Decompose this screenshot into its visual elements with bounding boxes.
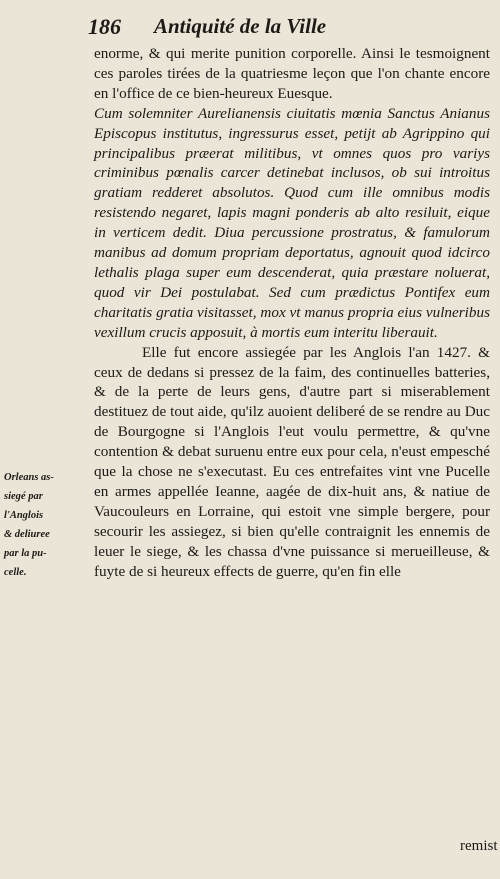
french-opening: enorme, & qui merite punition corporelle. Ainsi le tesmoignent ces paroles tirées de la quatriesme leçon que l'on chante encore en l'office de ce bien-heureux Euesque. [94, 45, 490, 102]
margin-note [4, 468, 94, 582]
margin-note-line: siegé par [4, 491, 43, 502]
page-number: 186 [88, 14, 121, 39]
latin-quotation: Cum solemniter Aurelianensis ciuitatis mœnia Sanctus Anianus Episcopus institutus, ingressurus esset, petijt ab Agrippino qui principalibus præerat militibus, vt omnes quos pro variys criminibus pœnalis carcer detinebat inclusos, ob sui introitus gratiam redderet absolutos. Quod cum ille omnibus modis resistendo negaret, lapis magni ponderis ab alto resiluit, eique in verticem dedit. Diua percussione prostratus, & famulorum manibus ad domum propriam deportatus, agnouit quod idcirco lethalis plaga super eum descenderat, quia præstare noluerat, quod vir Dei postulabat. Sed cum prædictus Pontifex eum charitatis gratia visitasset, mox vt manus propria eius vulneribus vexillum crucis apposuit, à mortis eum interitu liberauit. [94, 104, 490, 341]
running-title: Antiquité de la Ville [154, 14, 327, 38]
french-paragraph: Elle fut encore assiegée par les Anglois l'an 1427. & ceux de dedans si pressez de la faim, des continuelles batteries, & de la perte de leurs gens, d'autre part si miserablement destituez de tout aide, qu'ilz auoient deliberé de se rendre au Duc de Bourgogne si l'Anglois l'eut voulu permettre, & qu'vne contention & debat suruenu entre eux pour cela, n'eust empesché que la chose ne s'executast. Eu ces entrefaites vint vne Pucelle en armes appellée Ieanne, aagée de dix-huit ans, & natiue de Vaucouleurs en Lorraine, qui estoit vne simple bergere, pour secourir les assiegez, si bien qu'elle contraignit les ennemis de leuer le siege, & les chassa d'vne puissance si merueilleuse, & fuyte de si heureux effects de guerre, qu'en fin elle [94, 343, 490, 580]
margin-note-line: l'Anglois [4, 510, 44, 521]
catchword: remist [460, 838, 498, 854]
margin-note-line: par la pu- [4, 548, 47, 559]
margin-note-line: celle. [4, 567, 27, 578]
main-text [94, 44, 490, 581]
margin-note-line: & deliuree [4, 529, 50, 540]
margin-note-line: Orleans as- [4, 472, 54, 483]
page-header [88, 14, 488, 44]
